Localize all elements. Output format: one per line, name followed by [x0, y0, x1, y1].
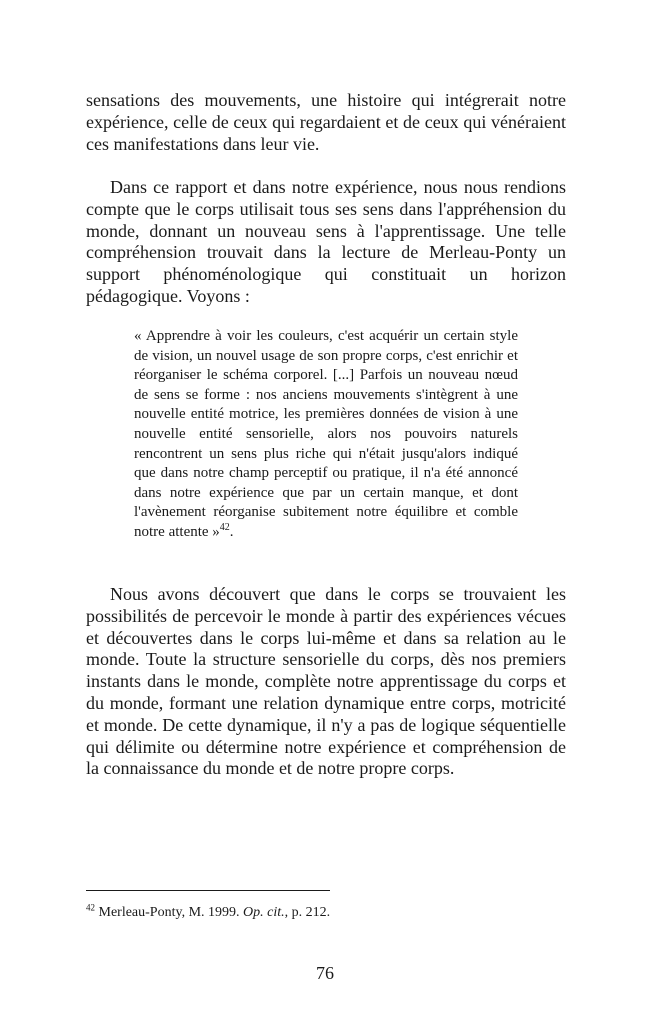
footnote-number: 42 [86, 902, 95, 913]
footnote-divider [86, 890, 330, 891]
quote-text: « Apprendre à voir les couleurs, c'est acquérir un certain style de vision, un nouvel usage de son propre corps, c'est enrichir et réorganiser le schéma corporel. [...] Parfois un nouveau nœud de sens se forme : nos anciens mouvements s'intègrent à une nouvelle entité motrice, les premières données de vision à une nouvelle entité sensorielle, alors nos pouvoirs naturels rencontrent un sens plus riche qui n'était jusqu'alors indiqué que dans notre champ perceptif ou pratique, il n'a été annoncé dans notre expérience que par un certain manque, et dont l'avènement réorganise subitement notre équilibre et comble notre attente » [134, 328, 518, 540]
paragraph-2: Dans ce rapport et dans notre expérience, nous nous rendions compte que le corps utilisait tous ses sens dans l'appréhension du monde, donnant un nouveau sens à l'apprentissage. Une telle compréhension trouvait dans la lecture de Merleau-Ponty un support phénoménologique qui constituait un horizon pédagogique. Voyons : [86, 177, 566, 306]
footnote-reference: 42 [219, 521, 230, 533]
footnote-author: Merleau-Ponty, M. 1999. [98, 905, 244, 920]
paragraph-3: Nous avons découvert que dans le corps se trouvaient les possibilités de percevoir le monde à partir des expériences vécues et découvertes dans le corps lui-même et dans sa relation au le monde. Toute la structure sensorielle du corps, dès nos premiers instants dans le monde, complète notre apprentissage du corps et du monde, formant une relation dynamique entre corps, motricité et monde. De cette dynamique, il n'y a pas de logique séquentielle qui délimite ou détermine notre expérience et compréhension de la connaissance du monde et de notre propre corps. [86, 584, 566, 779]
footnote [86, 904, 566, 922]
quote-end-punctuation: . [229, 523, 234, 540]
footnote-source: Op. cit. [243, 905, 285, 920]
paragraph-1: sensations des mouvements, une histoire qui intégrerait notre expérience, celle de ceux qui regardaient et de ceux qui vénéraient ces manifestations dans leur vie. [86, 90, 566, 154]
page-number: 76 [316, 963, 334, 983]
block-quote [134, 327, 518, 543]
footnote-pages: , p. 212. [284, 905, 331, 920]
